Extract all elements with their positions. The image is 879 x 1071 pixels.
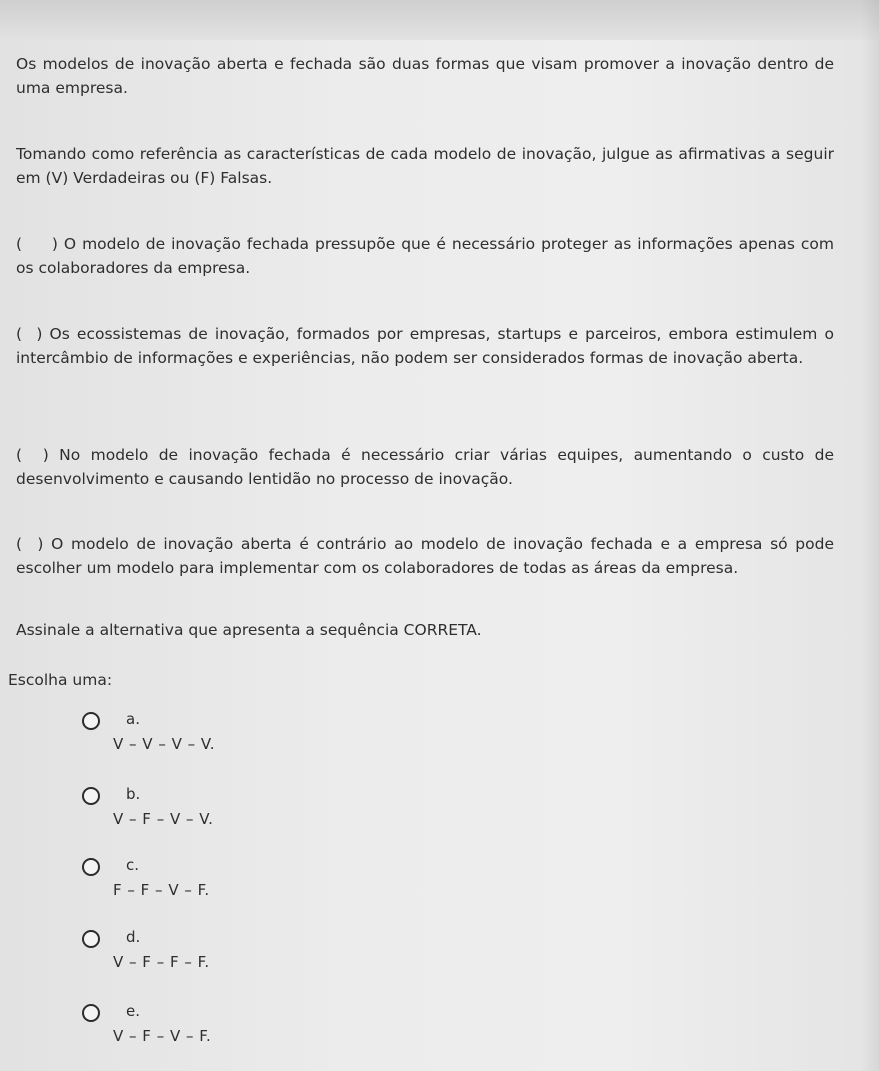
option-letter: e. xyxy=(126,1002,140,1020)
right-shade xyxy=(861,0,879,1071)
option-e[interactable] xyxy=(78,1000,378,1056)
option-sequence: V – F – F – F. xyxy=(113,953,210,971)
top-band xyxy=(0,0,879,40)
statement-3 xyxy=(16,443,834,491)
option-letter: a. xyxy=(126,710,140,728)
radio-a[interactable] xyxy=(82,712,100,730)
statement-text: No modelo de inovação fechada é necessário criar várias equipes, aumentando o custo de desenvolvimento e causando lentidão no processo de inovação. xyxy=(16,446,834,488)
option-letter: c. xyxy=(126,856,140,874)
option-letter: d. xyxy=(126,928,141,946)
prompt-text: Assinale a alternativa que apresenta a sequência CORRETA. xyxy=(16,621,482,639)
radio-d[interactable] xyxy=(82,930,100,948)
option-sequence: V – V – V – V. xyxy=(113,735,215,753)
option-a[interactable] xyxy=(78,708,378,764)
statement-blank: ( ) xyxy=(16,446,49,464)
instruction-text: Tomando como referência as características de cada modelo de inovação, julgue as afirmativas a seguir em (V) Verdadeiras ou (F) Falsas. xyxy=(16,145,834,187)
intro-text: Os modelos de inovação aberta e fechada são duas formas que visam promover a inovação dentro de uma empresa. xyxy=(16,55,834,97)
radio-e[interactable] xyxy=(82,1004,100,1022)
statement-blank: ( ) xyxy=(16,535,44,553)
option-c[interactable] xyxy=(78,854,378,910)
statement-blank: ( ) xyxy=(16,235,58,253)
option-sequence: V – F – V – F. xyxy=(113,1027,212,1045)
statement-text: O modelo de inovação fechada pressupõe que é necessário proteger as informações apenas com os colaboradores da empresa. xyxy=(16,235,834,277)
radio-c[interactable] xyxy=(82,858,100,876)
option-b[interactable] xyxy=(78,783,378,839)
statement-2 xyxy=(16,322,834,370)
option-sequence: F – F – V – F. xyxy=(113,881,210,899)
statement-text: O modelo de inovação aberta é contrário ao modelo de inovação fechada e a empresa só pode escolher um modelo para implementar com os colaboradores de todas as áreas da empresa. xyxy=(16,535,835,577)
radio-b[interactable] xyxy=(82,787,100,805)
option-d[interactable] xyxy=(78,926,378,982)
choose-label: Escolha uma: xyxy=(8,671,113,689)
statement-1 xyxy=(16,232,834,280)
statement-4 xyxy=(16,532,834,580)
statement-blank: ( ) xyxy=(16,325,43,343)
option-sequence: V – F – V – V. xyxy=(113,810,214,828)
statement-text: Os ecossistemas de inovação, formados por empresas, startups e parceiros, embora estimulem o intercâmbio de informações e experiências, não podem ser considerados formas de inovação aberta. xyxy=(16,325,834,367)
option-letter: b. xyxy=(126,785,141,803)
